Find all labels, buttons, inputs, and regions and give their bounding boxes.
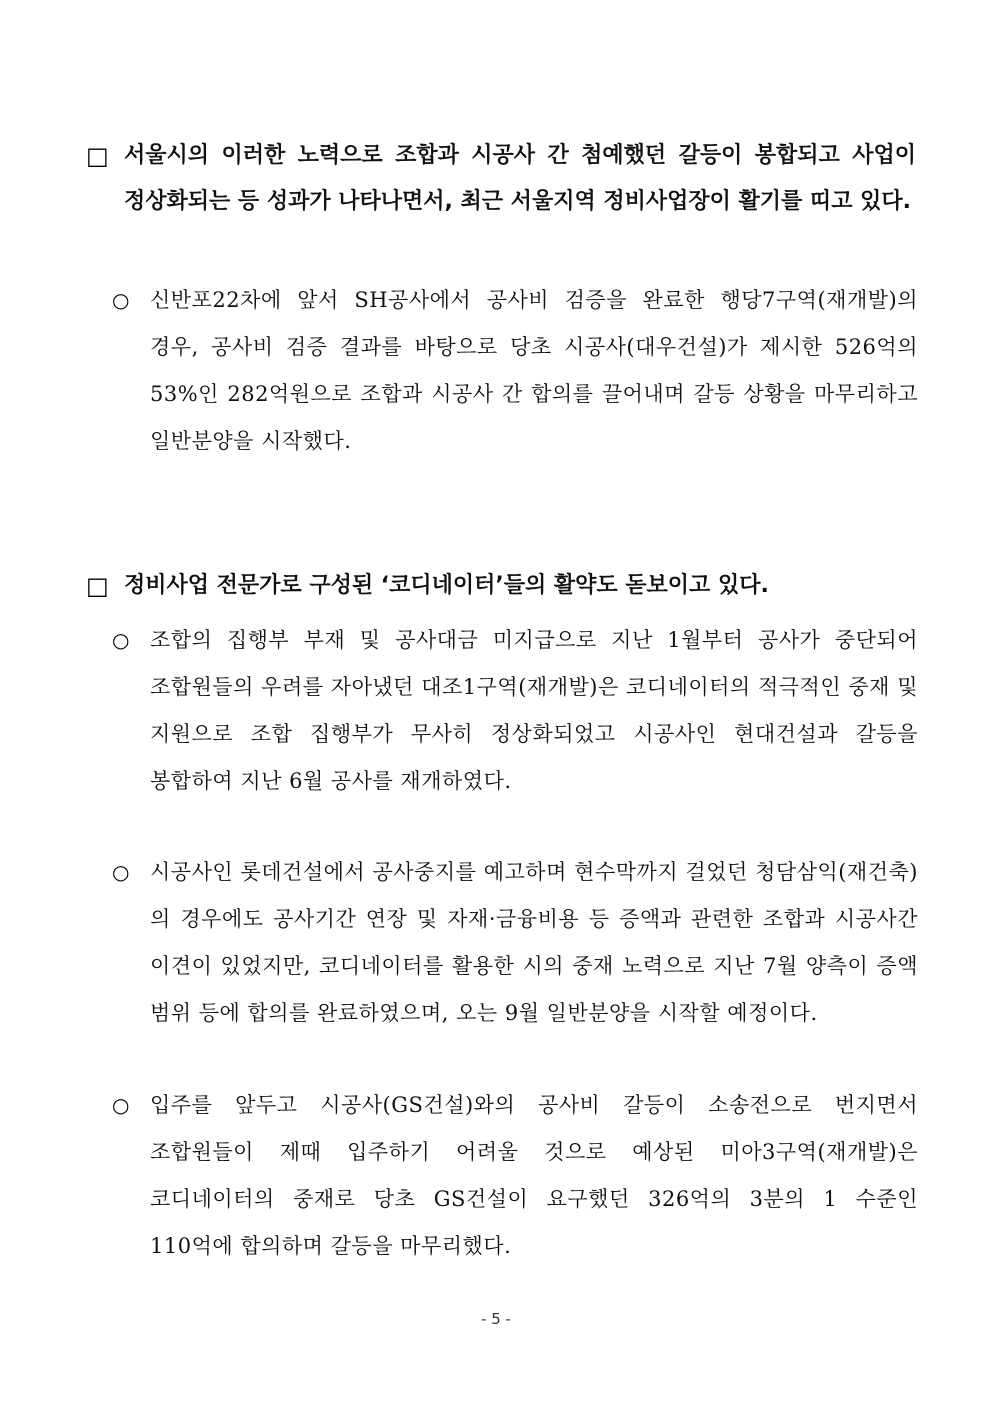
paragraph: 입주를 앞두고 시공사(GS건설)와의 공사비 갈등이 소송전으로 번지면서 조합원들이 제때 입주하기 어려울 것으로 예상된 미아3구역(재개발)은 코디네이터의 중재로 당초 GS건설이 요구했던 326억의 3분의 1 수준인 110억에 합의하며 갈등을 마무리했다. bbox=[150, 1093, 918, 1258]
circle-bullet: ○ bbox=[112, 860, 130, 884]
section-2 bbox=[86, 563, 916, 609]
section-2-item-2 bbox=[112, 849, 918, 1037]
circle-bullet: ○ bbox=[112, 628, 130, 652]
section-1-item-1 bbox=[112, 277, 918, 465]
paragraph: 조합의 집행부 부재 및 공사대금 미지급으로 지난 1월부터 공사가 중단되어 조합원들의 우려를 자아냈던 대조1구역(재개발)은 코디네이터의 적극적인 중재 및 지원으로 조합 집행부가 무사히 정상화되었고 시공사인 현대건설과 갈등을 봉합하여 지난 6월 공사를 재개하였다. bbox=[150, 628, 918, 793]
section-1-heading: 서울시의 이러한 노력으로 조합과 시공사 간 첨예했던 갈등이 봉합되고 사업이 정상화되는 등 성과가 나타나면서, 최근 서울지역 정비사업장이 활기를 띠고 있다. bbox=[124, 143, 916, 214]
section-2-item-1 bbox=[112, 617, 918, 805]
checkbox-bullet: □ bbox=[86, 142, 109, 170]
paragraph: 신반포22차에 앞서 SH공사에서 공사비 검증을 완료한 행당7구역(재개발)의 경우, 공사비 검증 결과를 바탕으로 당초 시공사(대우건설)가 제시한 526억의 53%인 282억원으로 조합과 시공사 간 합의를 끌어내며 갈등 상황을 마무리하고 일반분양을 시작했다. bbox=[150, 288, 918, 453]
section-2-heading: 정비사업 전문가로 구성된 ‘코디네이터’들의 활약도 돋보이고 있다. bbox=[124, 573, 769, 598]
paragraph: 시공사인 롯데건설에서 공사중지를 예고하며 현수막까지 걸었던 청담삼익(재건축)의 경우에도 공사기간 연장 및 자재·금융비용 등 증액과 관련한 조합과 시공사간 이견이 있었지만, 코디네이터를 활용한 시의 중재 노력으로 지난 7월 양측이 증액 범위 등에 합의를 완료하였으며, 오는 9월 일반분양을 시작할 예정이다. bbox=[150, 860, 918, 1025]
checkbox-bullet: □ bbox=[86, 572, 109, 600]
circle-bullet: ○ bbox=[112, 288, 130, 312]
section-2-item-3 bbox=[112, 1082, 918, 1270]
page-number: - 5 - bbox=[481, 1310, 511, 1328]
section-1 bbox=[86, 133, 916, 225]
circle-bullet: ○ bbox=[112, 1093, 130, 1117]
